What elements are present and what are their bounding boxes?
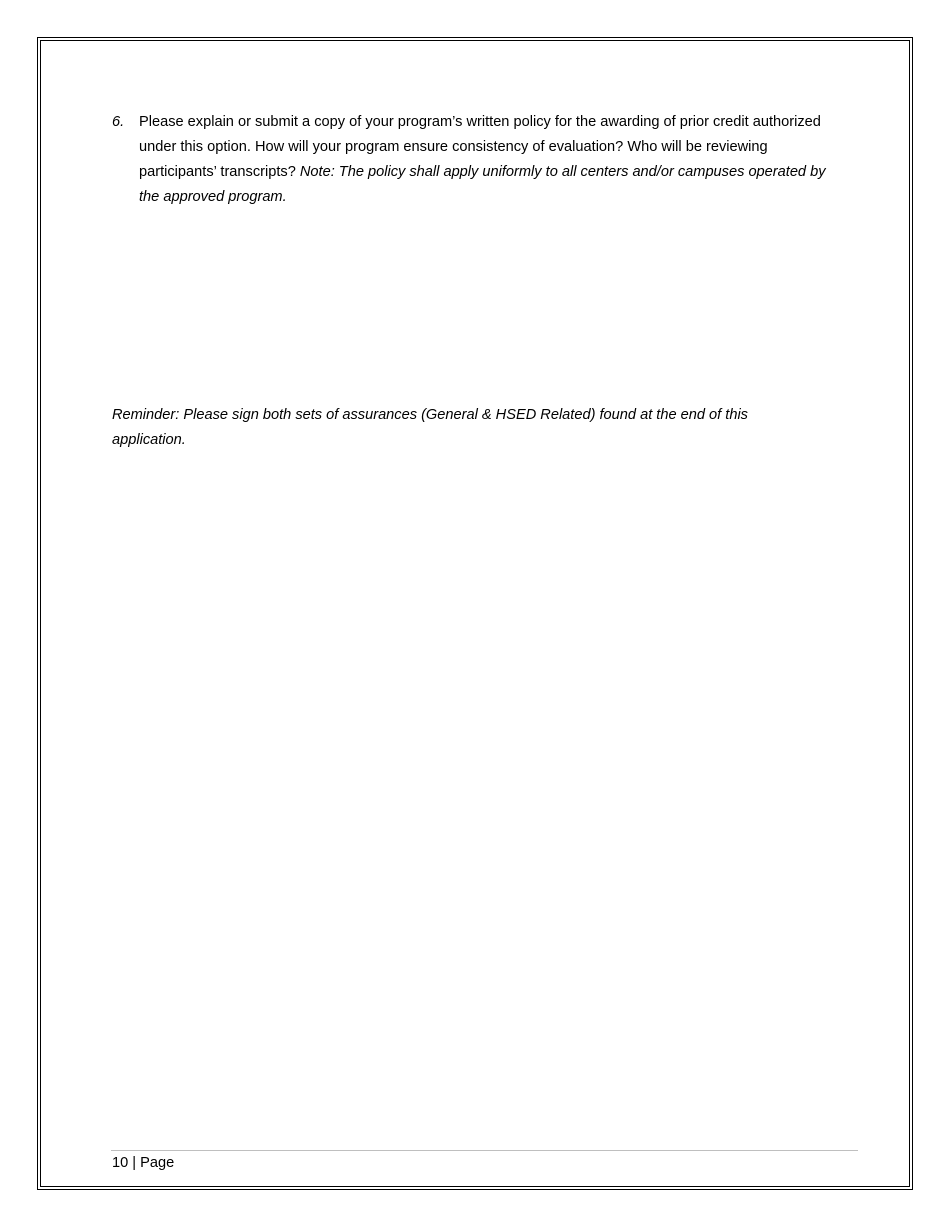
question-body: Please explain or submit a copy of your program’s written policy for the awarding of prior credit authorized under this option. How will your program ensure consistency of evaluation? Who will be reviewing participants’ transcripts? (139, 114, 821, 180)
question-text (139, 110, 842, 210)
page-border-inner (40, 40, 910, 1187)
question-number: 6. (112, 114, 125, 130)
reminder-note: Reminder: Please sign both sets of assurances (General & HSED Related) found at the end of this application. (112, 407, 748, 448)
question-note: Note: The policy shall apply uniformly to all centers and/or campuses operated by the approved program. (139, 164, 826, 205)
question-6 (112, 110, 842, 210)
footer-divider (111, 1150, 858, 1151)
page-number: 10 | Page (112, 1155, 175, 1171)
